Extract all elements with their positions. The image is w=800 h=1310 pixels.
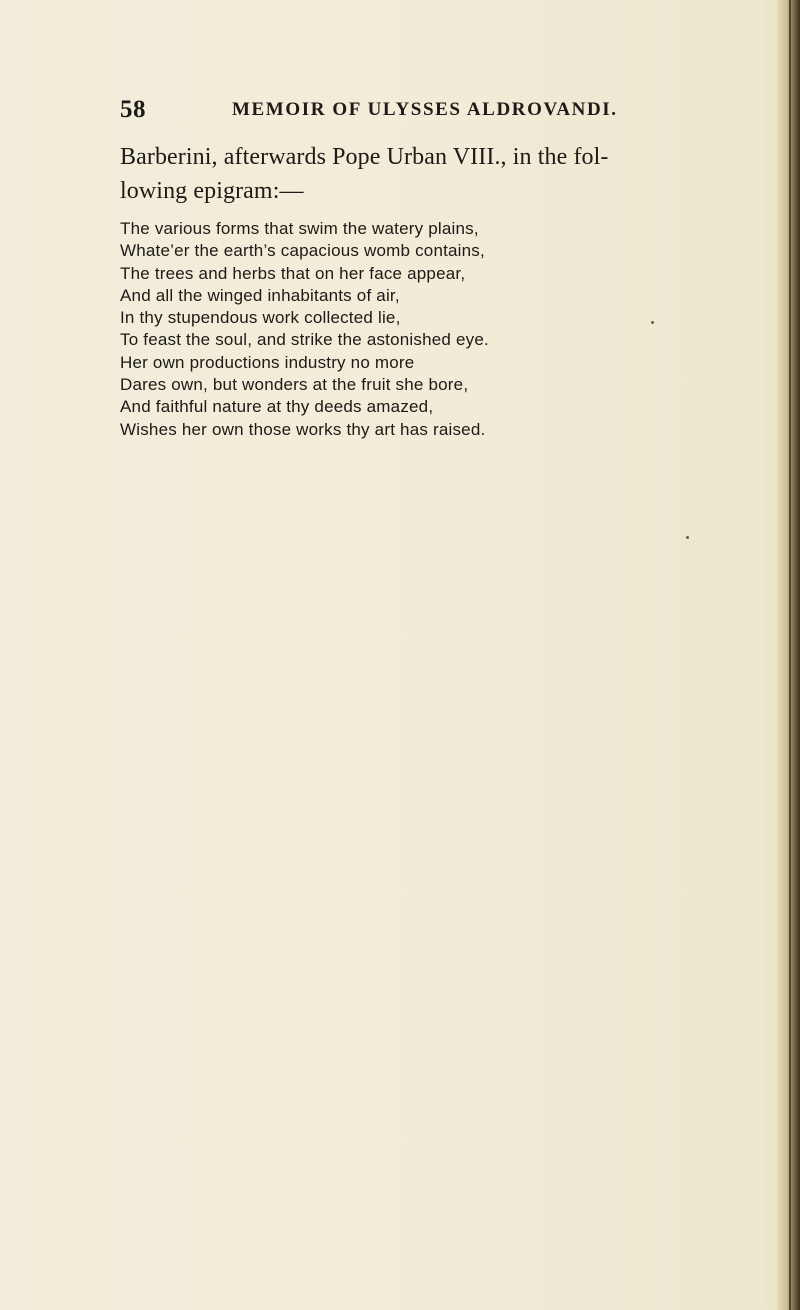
poem-line: Her own productions industry no more <box>120 352 415 372</box>
poem-line: Dares own, but wonders at the fruit she bore, <box>120 375 469 395</box>
page-number: 58 <box>120 96 146 123</box>
epigram-poem <box>120 218 740 441</box>
paper-speck <box>686 536 689 539</box>
running-head <box>120 96 680 126</box>
intro-paragraph <box>120 140 740 208</box>
poem-line: Whate’er the earth’s capacious womb contains, <box>120 241 485 261</box>
poem-line: The trees and herbs that on her face appear, <box>120 263 466 283</box>
intro-line: lowing epigram:— <box>120 178 304 204</box>
poem-line: The various forms that swim the watery plains, <box>120 219 479 238</box>
page-gutter-edge <box>778 0 800 1310</box>
poem-line: To feast the soul, and strike the astonished eye. <box>120 330 489 350</box>
poem-line: Wishes her own those works thy art has raised. <box>120 419 486 439</box>
running-title: MEMOIR OF ULYSSES ALDROVANDI. <box>232 99 618 120</box>
poem-line: And all the winged inhabitants of air, <box>120 285 400 305</box>
poem-line: And faithful nature at thy deeds amazed, <box>120 397 434 417</box>
intro-line: Barberini, afterwards Pope Urban VIII., in the fol- <box>120 144 609 170</box>
paper-speck <box>651 321 654 324</box>
poem-line: In thy stupendous work collected lie, <box>120 308 401 328</box>
gutter-shadow-line <box>789 0 791 1310</box>
